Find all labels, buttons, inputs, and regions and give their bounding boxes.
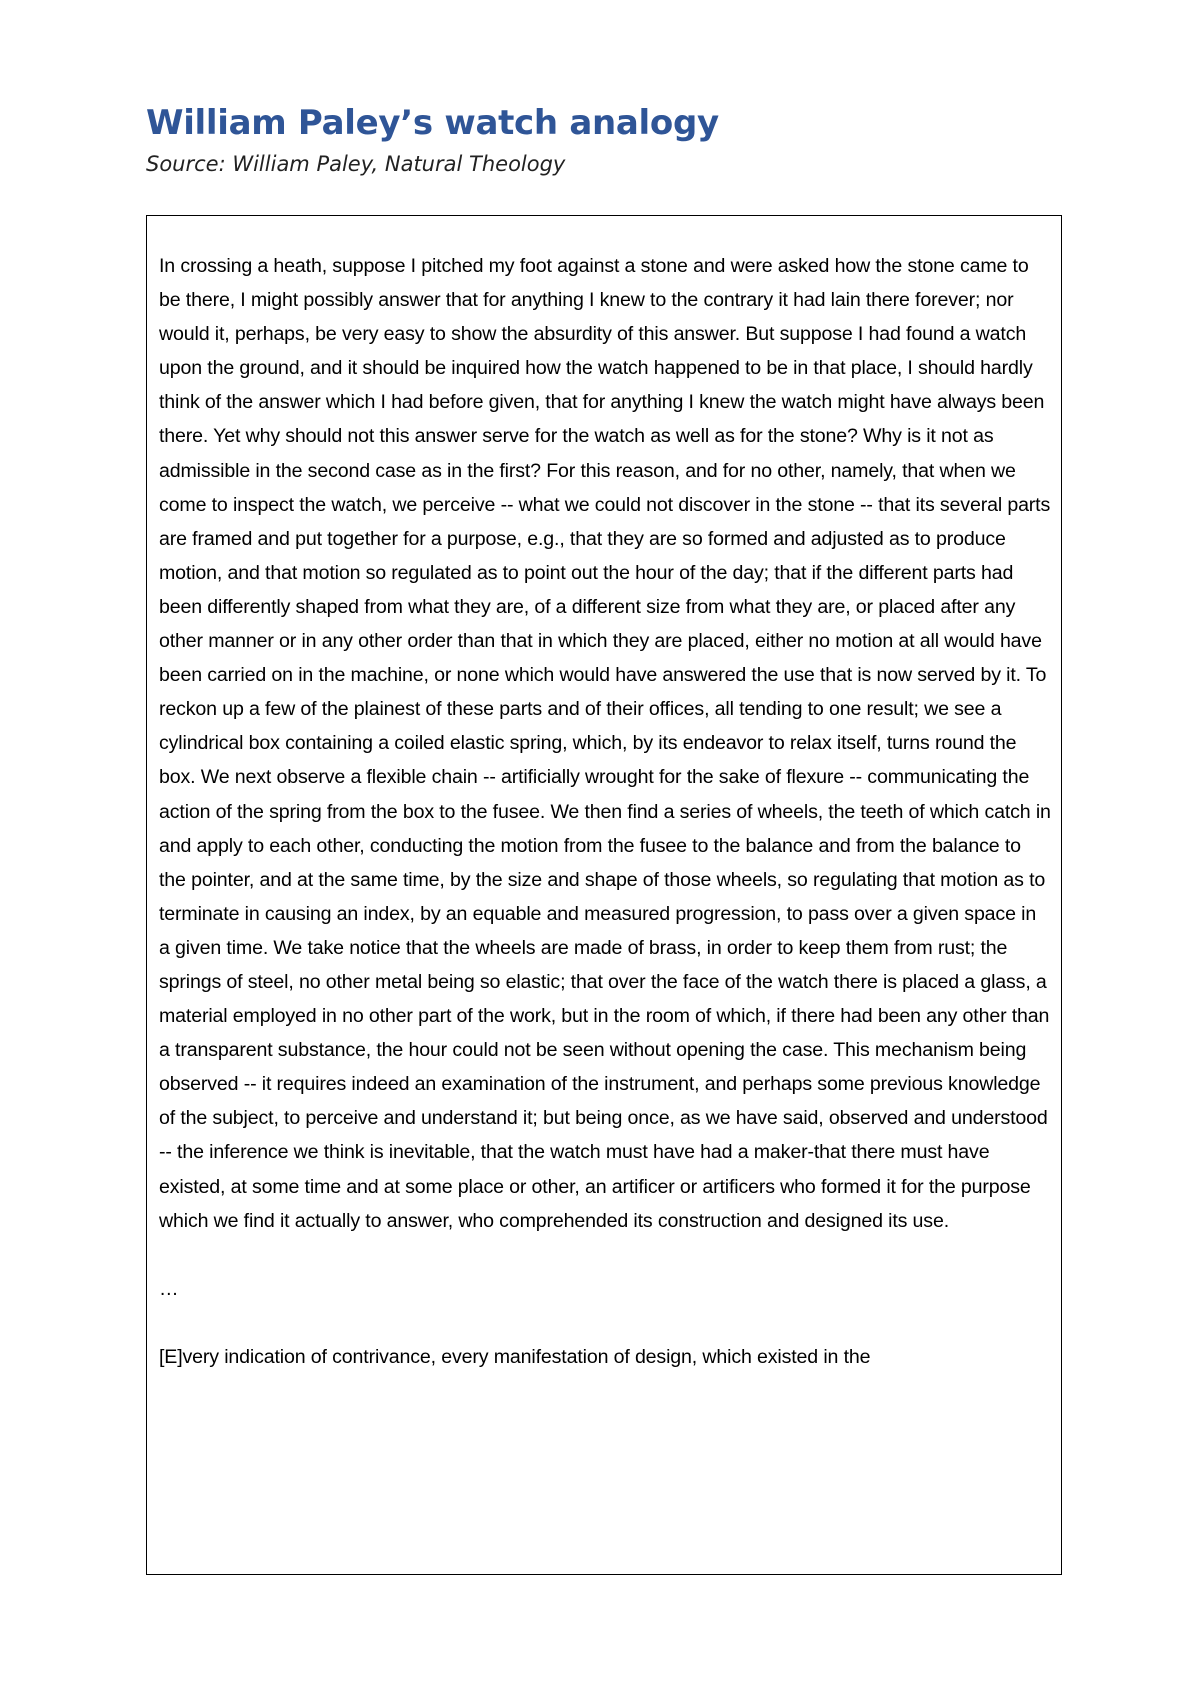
quote-box <box>146 215 1062 1575</box>
quote-main-paragraph: In crossing a heath, suppose I pitched my foot against a stone and were asked how the stone came to be there, I might possibly answer that for anything I knew to the contrary it had lain there forever; nor would it, perhaps, be very easy to show the absurdity of this answer. But suppose I had found a watch upon the ground, and it should be inquired how the watch happened to be in that place, I should hardly think of the answer which I had before given, that for anything I knew the watch might have always been there. Yet why should not this answer serve for the watch as well as for the stone? Why is it not as admissible in the second case as in the first? For this reason, and for no other, namely, that when we come to inspect the watch, we perceive -- what we could not discover in the stone -- that its several parts are framed and put together for a purpose, e.g., that they are so formed and adjusted as to produce motion, and that motion so regulated as to point out the hour of the day; that if the different parts had been differently shaped from what they are, of a different size from what they are, or placed after any other manner or in any other order than that in which they are placed, either no motion at all would have been carried on in the machine, or none which would have answered the use that is now served by it. To reckon up a few of the plainest of these parts and of their offices, all tending to one result; we see a cylindrical box containing a coiled elastic spring, which, by its endeavor to relax itself, turns round the box. We next observe a flexible chain -- artificially wrought for the sake of flexure -- communicating the action of the spring from the box to the fusee. We then find a series of wheels, the teeth of which catch in and apply to each other, conducting the motion from the fusee to the balance and from the balance to the pointer, and at the same time, by the size and shape of those wheels, so regulating that motion as to terminate in causing an index, by an equable and measured progression, to pass over a given space in a given time. We take notice that the wheels are made of brass, in order to keep them from rust; the springs of steel, no other metal being so elastic; that over the face of the watch there is placed a glass, a material employed in no other part of the work, but in the room of which, if there had been any other than a transparent substance, the hour could not be seen without opening the case. This mechanism being observed -- it requires indeed an examination of the instrument, and perhaps some previous knowledge of the subject, to perceive and understand it; but being once, as we have said, observed and understood -- the inference we think is inevitable, that the watch must have had a maker-that there must have existed, at some time and at some place or other, an artificer or artificers who formed it for the purpose which we find it actually to answer, who comprehended its construction and designed its use. <box>159 255 1051 1232</box>
document-title: William Paley’s watch analogy <box>146 103 719 143</box>
quote-continuation: [E]very indication of contrivance, every manifestation of design, which existed in the <box>159 1346 871 1368</box>
source-citation: Source: William Paley, Natural Theology <box>146 152 566 176</box>
quote-text <box>159 249 1051 1374</box>
quote-ellipsis: … <box>159 1277 179 1300</box>
